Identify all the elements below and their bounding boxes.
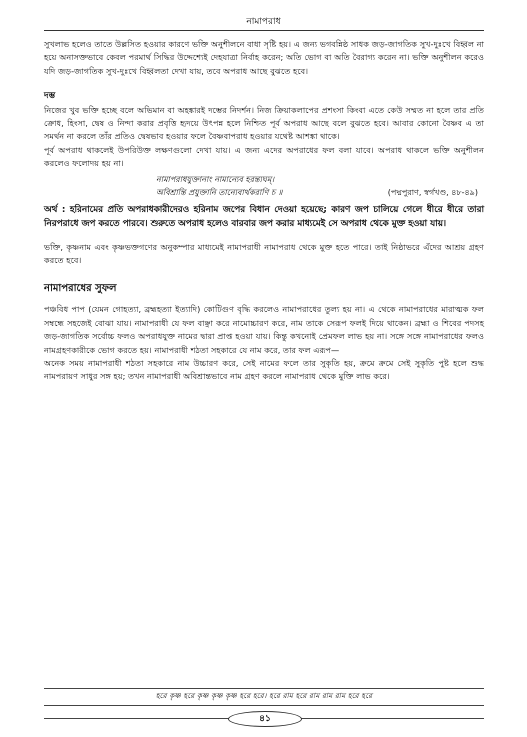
footer-mantra: হরে কৃষ্ণ হরে কৃষ্ণ কৃষ্ণ কৃষ্ণ হরে হরে। হরে রাম হরে রাম রাম রাম হরে হরে xyxy=(44,688,484,706)
verse-reference: (পদ্মপুরাণ, স্বর্গখণ্ড, ৪৮-৪৯) xyxy=(387,187,478,197)
page-number-area xyxy=(44,711,484,725)
verse-line-2-row xyxy=(44,186,484,199)
verse-meaning xyxy=(44,203,484,231)
dambha-heading: দম্ভ xyxy=(44,91,56,102)
page-number: ৪১ xyxy=(228,711,302,727)
paragraph-gap xyxy=(44,78,484,88)
section-paragraph-1: পঞ্চবিধ পাপ (যেমন গোহত্যা, ব্রহ্মহত্যা ইত্যাদি) কোটিগুণ বৃদ্ধি করলেও নামাপরাধের তুল্য হয় না। এ থেকে নামাপরাধের মারাত্মক ফল সম্বন্ধে সহজেই বোঝা যায়। নামাপরাধী যে ফল বাঞ্ছা করে নামোচ্চারণ করে, নাম তাকে সেরূপ ফলই দিয়ে থাকেন। ব্রহ্মা ও শিবের পদসহ জড়-জাগতিক সর্বোচ্চ ফলও অপরাধযুক্ত নামের দ্বারা প্রাপ্ত হওয়া যায়। কিন্তু কখনোই প্রেমফল লাভ হয় না। সঙ্গে সঙ্গে নামাপরাধের ফলও নামগ্রহণকারীকে ভোগ করতে হয়। নামাপরাধী শঠতা সহকারে যে নাম করে, তার ফল এরূপ— xyxy=(44,304,484,355)
verse-line-2: অবিশ্রান্তি প্রযুক্তানি তান্যেবার্থকরাণি চ ॥ xyxy=(156,187,283,197)
dambha-paragraph: নিজের খুব ভক্তি হচ্ছে বলে অভিমান বা অহঙ্কারই দম্ভের নিদর্শন। নিজ ক্রিয়াকলাপের প্রশংসা কিংবা এতে কেউ সম্মত না হলে তার প্রতি ক্রোধ, হিংসা, দ্বেষ ও নিন্দা করার প্রবৃত্তি হৃদয়ে উৎপন্ন হলে নিশ্চিত পূর্ব অপরাধ আছে বলে বুঝতে হবে। আবার কোনো বৈষ্ণব এ তা সমর্থন না করলে তাঁর প্রতিও দ্বেষভাব হওয়ার ফলে বৈষ্ণবাপরাধ হওয়ার যথেষ্ট আশঙ্কা থাকে। xyxy=(44,104,484,142)
page-body xyxy=(44,38,484,384)
running-header: নামাপরাধ xyxy=(246,17,281,27)
section-paragraph-2: অনেক সময় নামাপরাধী শঠতা সহকারে নাম উচ্চারণ করে, সেই নামের ফলে তার সুকৃতি হয়, ক্রমে ক্রমে সেই সুকৃতি পুষ্ট হলে শুদ্ধ নামপরায়ণ সাধুর সঙ্গ হয়; তখন নামাপরাধী অবিশ্রান্তভাবে নাম গ্রহণ করলে নামাপরাধ থেকে মুক্তি লাভ করে। xyxy=(44,357,484,382)
paragraph-gap xyxy=(44,231,484,241)
scripture-verse xyxy=(44,173,484,199)
intro-paragraph: সুখলাভ হলেও তাতে উল্লসিত হওয়ার কারণে ভক্তি অনুশীলনে বাধা সৃষ্টি হয়। এ জন্য ভগবন্নিষ্ঠ সাধক জড়-জাগতিক সুখ-দুঃখে বিহ্বল না হয়ে অনাসক্তভাবে কেবল পরমার্থ সিদ্ধির উদ্দেশ্যেই দেহযাত্রা নির্বাহ করেন; অতি ভোগ বা অতি বৈরাগ্য করেন না। ভক্তি অনুশীলন করেও যদি জড়-জাগতিক সুখ-দুঃখে বিহ্বলতা দেখা যায়, তবে অপরাধ আছে বুঝতে হবে। xyxy=(44,39,484,76)
verse-line-1: নামাপরাধযুক্তানাং নামান্যেব হরন্ত্যঘম্। xyxy=(156,174,275,184)
meaning-text: হরিনামের প্রতি অপরাধকারীদেরও হরিনাম জপের বিধান দেওয়া হয়েছে; কারণ জপ চালিয়ে গেলে ধীরে ধীরে তারা নিরপরাধে জপ করতে পারবে। শুরুতে অপরাধ হলেও বারবার জপ করার মাধ্যমেই সে অপরাধ থেকে মুক্ত হওয়া যায়। xyxy=(44,204,484,229)
dambha-paragraph-2: পূর্ব অপরাধ থাকলেই উপরিউক্ত লক্ষণগুলো দেখা যায়। এ জন্য এদের অপরাধের ফল বলা যাবে। অপরাধ থাকলে ভক্তি অনুশীলন করলেও ফলোদয় হয় না। xyxy=(44,144,484,169)
mercy-paragraph: ভক্তি, কৃষ্ণনাম এবং কৃষ্ণভক্তগণের অনুকম্পার মাধ্যমেই নামাপরাধী নামাপরাধ থেকে মুক্ত হতে পারে। তাই নিষ্ঠাভরে এঁদের আশ্রয় গ্রহণ করতে হবে। xyxy=(44,242,484,266)
meaning-label: অর্থ : xyxy=(44,204,66,215)
section-title: নামাপরাধের সুফল xyxy=(44,282,117,294)
header-divider xyxy=(44,30,484,31)
